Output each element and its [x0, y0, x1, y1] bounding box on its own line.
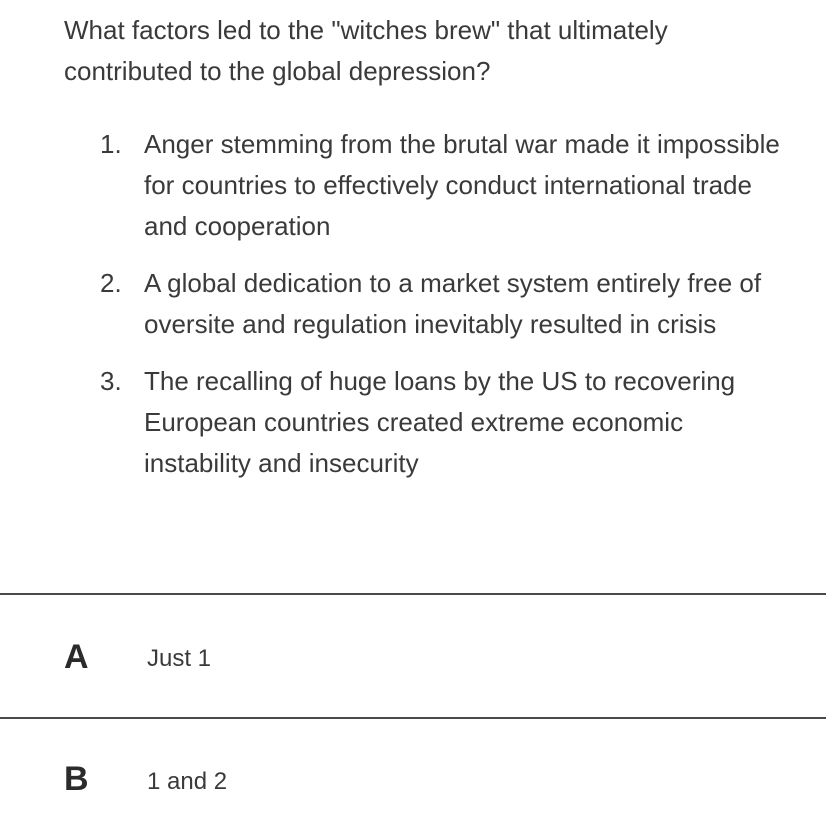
answer-letter: B [64, 760, 89, 798]
statement-number: 3. [100, 366, 122, 396]
answer-letter: A [64, 638, 89, 676]
statement-item [0, 263, 826, 345]
statement-text: The recalling of huge loans by the US to recovering European countries created extreme economic instability and insecurity [144, 366, 736, 478]
statement-text: Anger stemming from the brutal war made it impossible for countries to effectively conduct international trade and cooperation [144, 129, 780, 241]
question-text: What factors led to the "witches brew" that ultimately contributed to the global depression? [64, 15, 668, 86]
answer-option-a[interactable] [0, 595, 826, 717]
statement-number: 1. [100, 129, 122, 159]
statement-item [0, 361, 826, 484]
statement-number: 2. [100, 268, 122, 298]
statement-text: A global dedication to a market system entirely free of oversite and regulation inevitably resulted in crisis [144, 268, 762, 339]
statement-list [0, 124, 826, 500]
answer-text: 1 and 2 [147, 768, 228, 795]
answer-text: Just 1 [147, 645, 212, 672]
statement-item [0, 124, 826, 247]
answer-option-b[interactable] [0, 719, 826, 830]
